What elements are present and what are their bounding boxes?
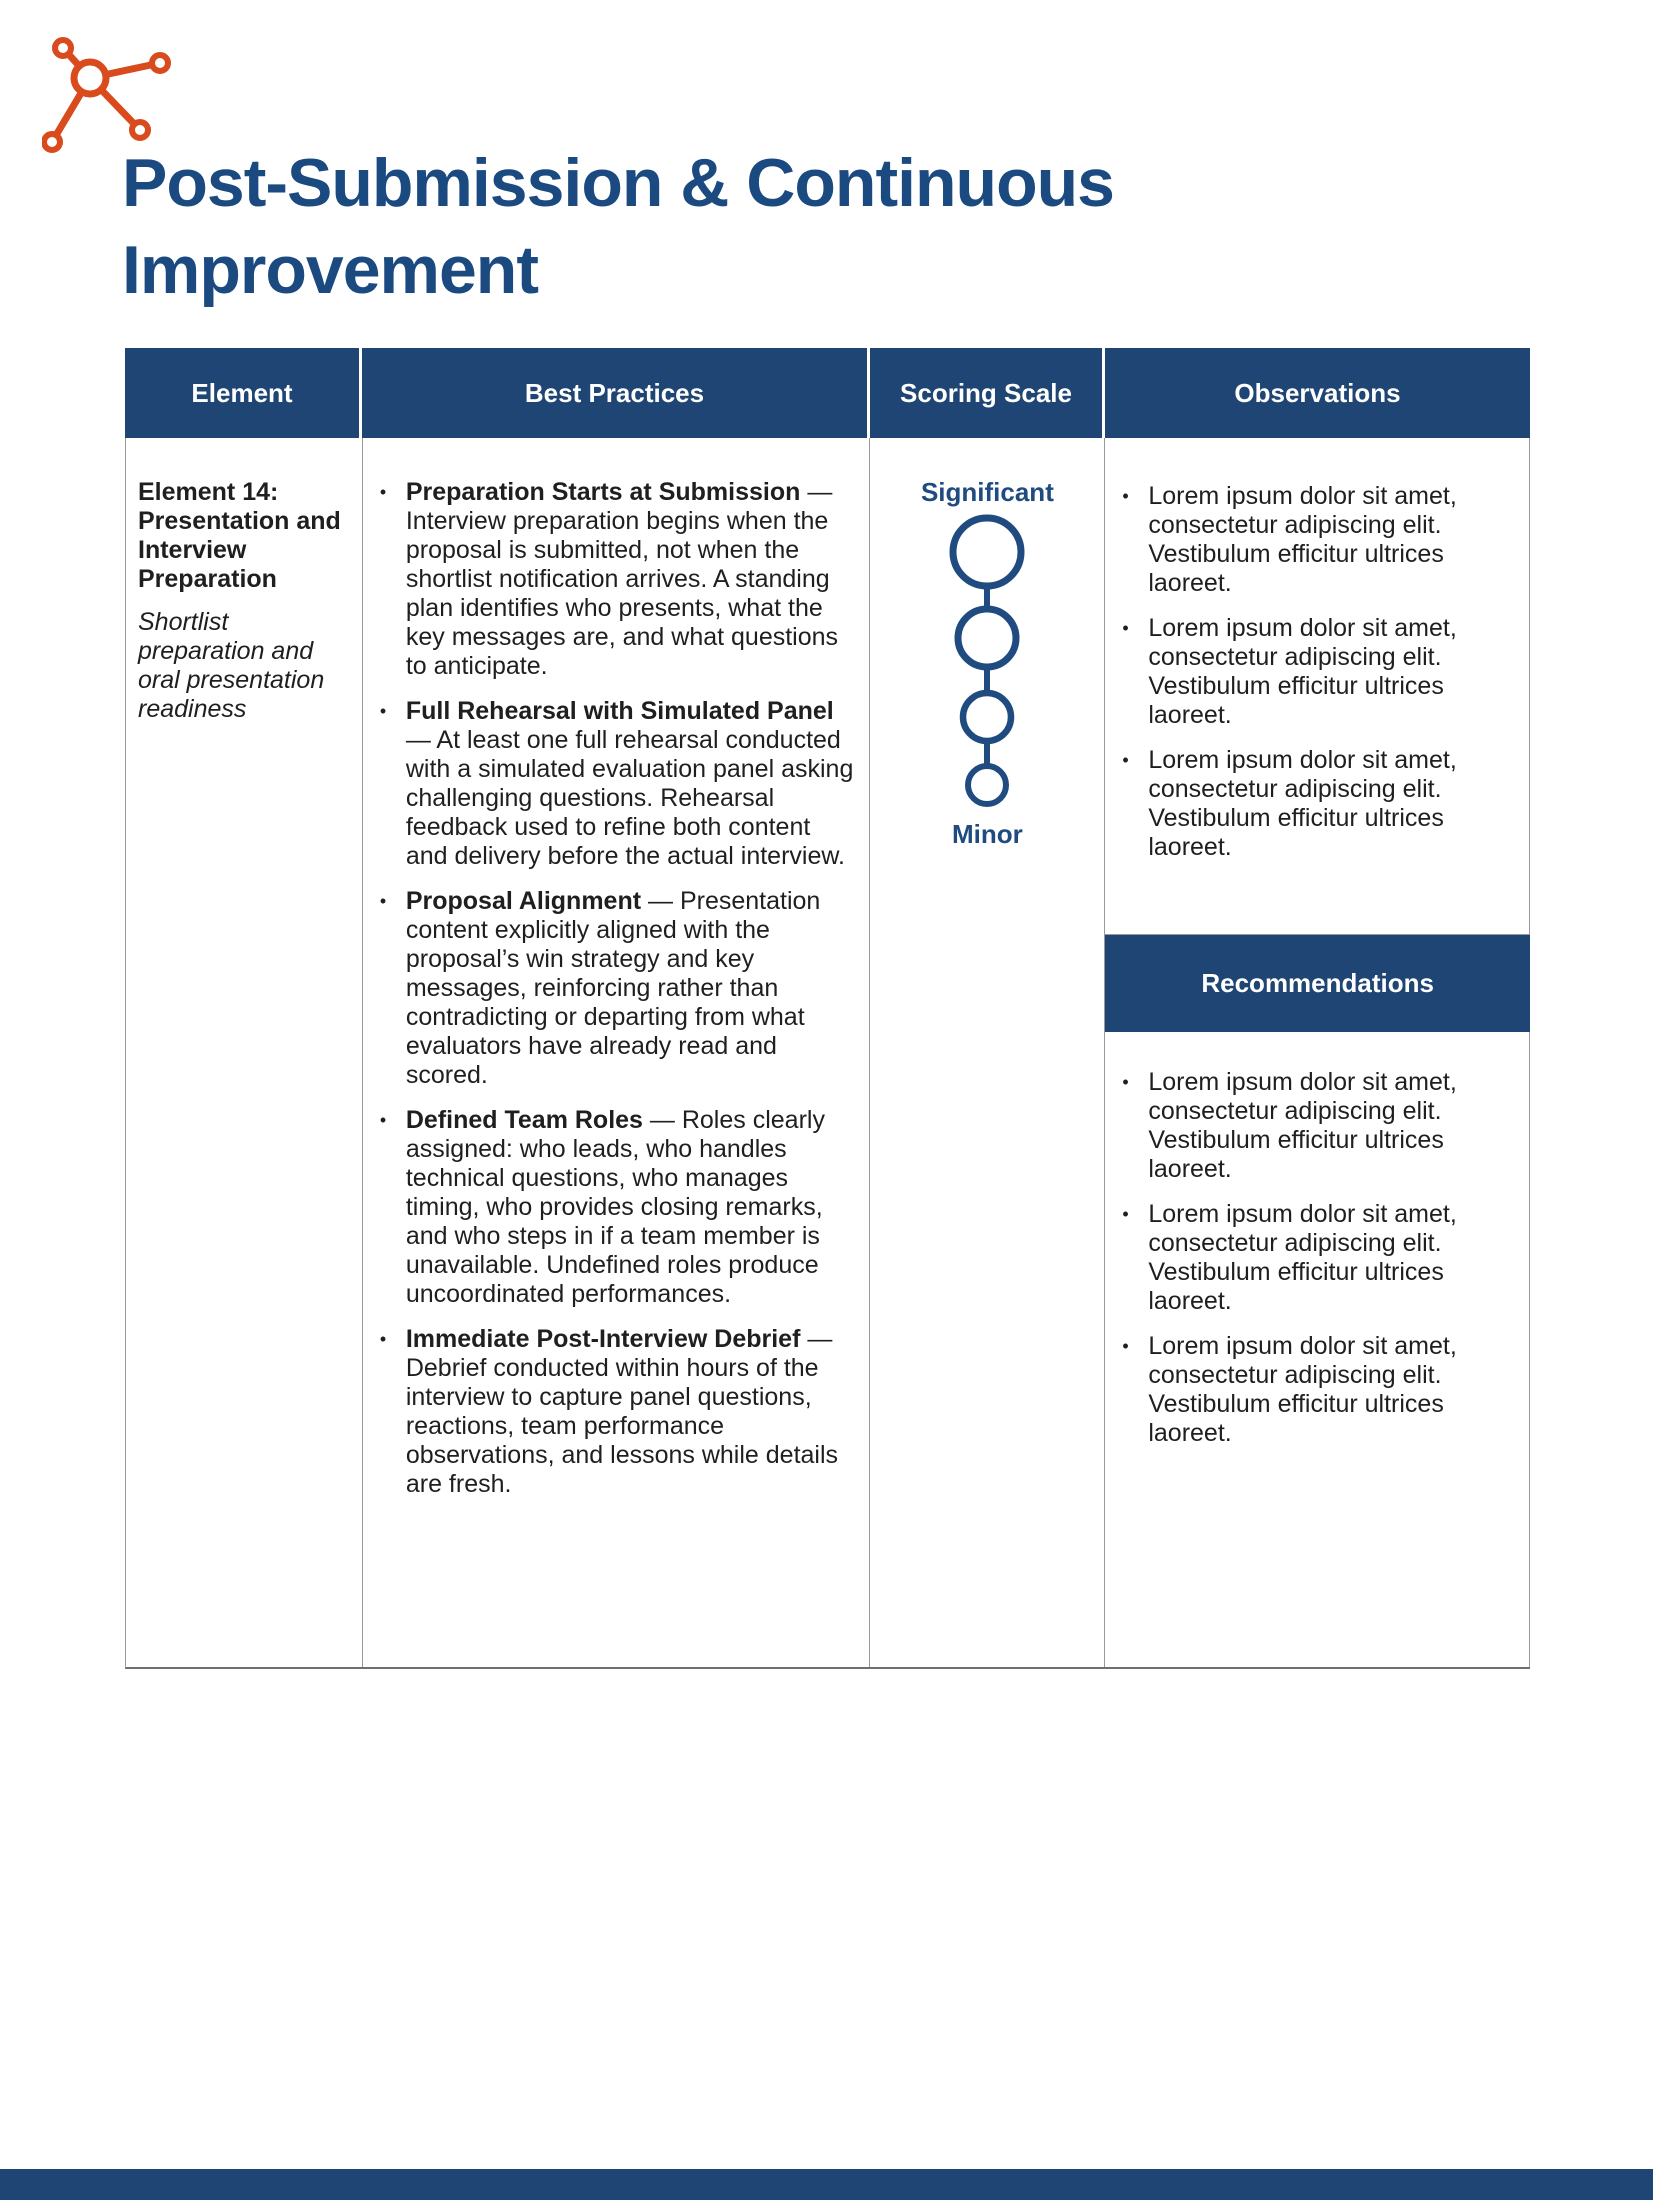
list-item: • Proposal Alignment — Presentation content explicitly aligned with the proposal’s win strategy and key messages, reinforcing rather than contradicting or departing from what evaluators have already read and scored. [377,887,856,1090]
list-item: • Lorem ipsum dolor sit amet, consectetur adipiscing elit. Vestibulum efficitur ultrices laoreet. [1119,482,1507,598]
list-item: • Lorem ipsum dolor sit amet, consectetur adipiscing elit. Vestibulum efficitur ultrices laoreet. [1119,1068,1507,1184]
bullet-icon: • [1122,1204,1129,1224]
column-header-best-practices: Best Practices [362,348,870,438]
scoring-scale-circles-icon [949,514,1025,808]
column-header-element: Element [125,348,362,438]
bullet-icon: • [1122,750,1129,770]
bullet-icon: • [1122,486,1129,506]
bullet-icon: • [1122,618,1129,638]
scoring-bottom-label: Minor [952,819,1023,849]
observations-column [1105,438,1530,1667]
bullet-icon: • [379,1110,387,1130]
recommendations-list [1119,1068,1507,1448]
list-item: • Immediate Post-Interview Debrief — Debrief conducted within hours of the interview to capture panel questions, reactions, team performance observations, and lessons while details are fresh. [377,1325,856,1499]
table-header-row [125,348,1530,438]
list-item: • Lorem ipsum dolor sit amet, consectetur adipiscing elit. Vestibulum efficitur ultrices laoreet. [1119,1332,1507,1448]
bullet-icon: • [379,701,387,721]
list-item: • Full Rehearsal with Simulated Panel — At least one full rehearsal conducted with a simulated evaluation panel asking challenging questions. Rehearsal feedback used to refine both content and delivery before the actual interview. [377,697,856,871]
bullet-icon: • [379,1329,387,1349]
network-logo-icon [42,36,174,156]
best-practices-list [377,478,856,1499]
scoring-scale-cell [870,438,1105,1667]
best-practices-cell [363,438,871,1667]
review-table [125,348,1530,1669]
observations-cell [1105,438,1530,935]
list-item: • Lorem ipsum dolor sit amet, consectetur adipiscing elit. Vestibulum efficitur ultrices laoreet. [1119,746,1507,862]
list-item: • Lorem ipsum dolor sit amet, consectetur adipiscing elit. Vestibulum efficitur ultrices laoreet. [1119,1200,1507,1316]
bullet-icon: • [379,891,387,911]
element-cell [126,438,363,1667]
column-header-observations: Observations [1234,377,1401,408]
bullet-icon: • [379,482,387,502]
list-item: • Defined Team Roles — Roles clearly assigned: who leads, who handles technical questions, who manages timing, who provides closing remarks, and who steps in if a team member is unavailable. Undefined roles produce uncoordinated performances. [377,1106,856,1309]
recommendations-header: Recommendations [1105,935,1530,1032]
list-item: • Lorem ipsum dolor sit amet, consectetur adipiscing elit. Vestibulum efficitur ultrices laoreet. [1119,614,1507,730]
column-header-scoring-scale: Scoring Scale [870,348,1105,438]
footer-bar [0,2169,1653,2200]
page-title: Post-Submission & Continuous Improvement [122,145,1114,308]
bullet-icon: • [1122,1336,1129,1356]
list-item: • Preparation Starts at Submission — Interview preparation begins when the proposal is submitted, not when the shortlist notification arrives. A standing plan identifies who presents, what the key messages are, and what questions to anticipate. [377,478,856,681]
observations-list [1119,482,1507,862]
table-body-row [125,438,1530,1669]
scoring-top-label: Significant [920,477,1054,507]
recommendations-cell [1105,1032,1530,1667]
bullet-icon: • [1122,1072,1129,1092]
element-subtitle: Shortlist preparation and oral presentation readiness [138,608,325,723]
element-title: Element 14: Presentation and Interview Preparation [138,478,341,593]
